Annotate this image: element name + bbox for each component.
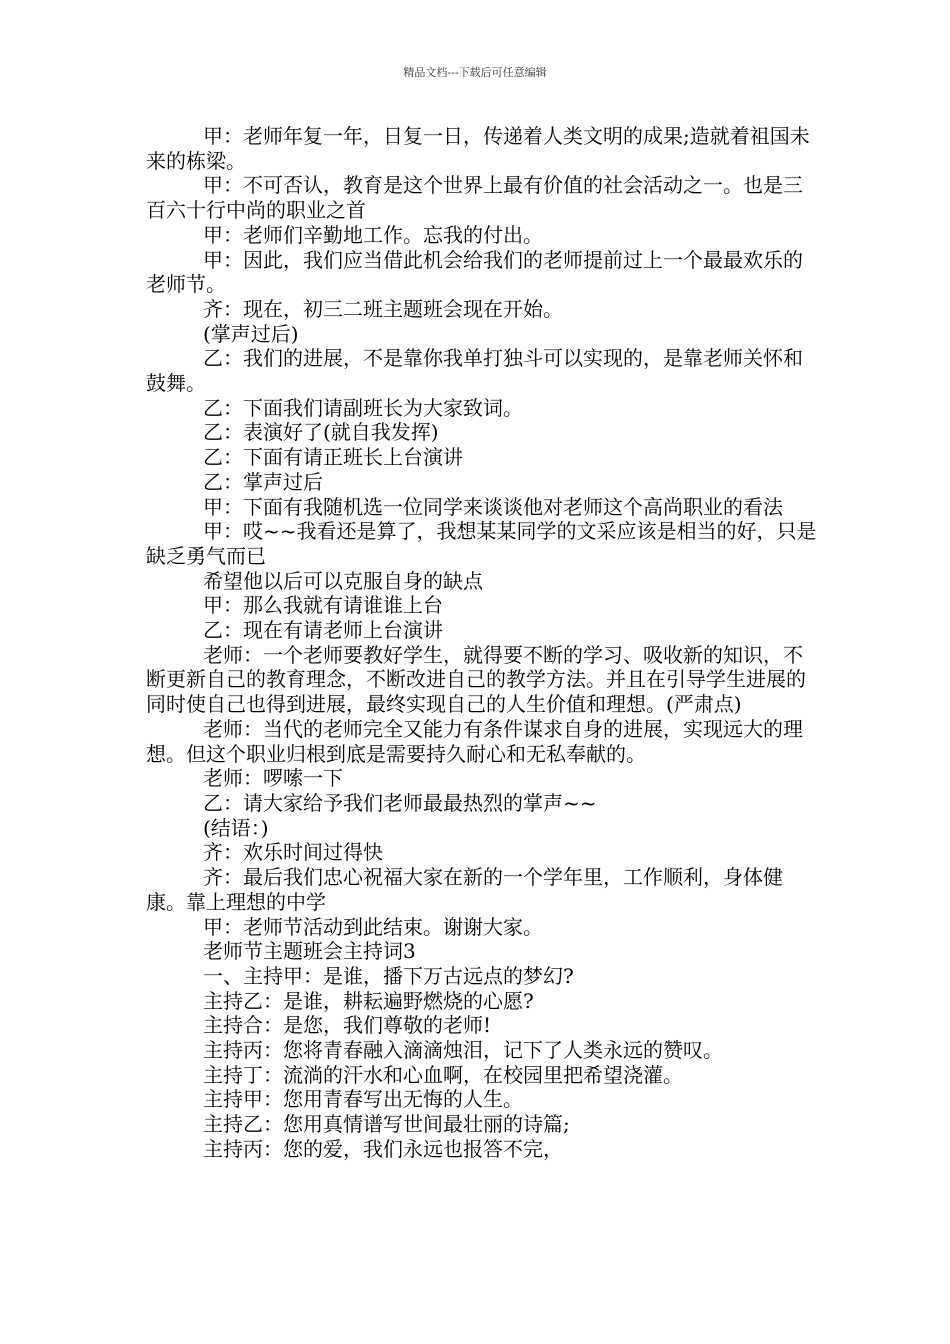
- paragraph: 老师：一个老师要教好学生，就得要不断的学习、吸收新的知识，不断更新自己的教育理念，不断改进自己的教学方法。并且在引导学生进展的同时使自己也得到进展，最终实现自己的人生价值和理想。(严肃点): [146, 642, 806, 717]
- paragraph: 乙：表演好了(就自我发挥): [203, 420, 439, 445]
- paragraph: 老师节主题班会主持词3: [203, 939, 416, 964]
- paragraph: 主持丙：您的爱，我们永远也报答不完，: [203, 1136, 563, 1161]
- paragraph: (结语：): [203, 815, 269, 840]
- paragraph: 乙：下面我们请副班长为大家致词。: [203, 395, 523, 420]
- paragraph: 齐：最后我们忠心祝福大家在新的一个学年里，工作顺利，身体健康。靠上理想的中学: [146, 865, 783, 914]
- paragraph: 甲：老师节活动到此结束。谢谢大家。: [203, 914, 543, 939]
- document-body: [146, 124, 822, 1162]
- paragraph: 甲：下面有我随机选一位同学来谈谈他对老师这个高尚职业的看法: [203, 494, 783, 519]
- page-header: 精品文档---下载后可任意编辑: [403, 66, 547, 79]
- paragraph: 主持乙：您用真情谱写世间最壮丽的诗篇;: [203, 1112, 570, 1137]
- paragraph: 一、主持甲：是谁，播下万古远点的梦幻?: [203, 963, 574, 988]
- paragraph: 甲：那么我就有请谁谁上台: [203, 593, 443, 618]
- paragraph: 希望他以后可以克服自身的缺点: [203, 568, 483, 593]
- paragraph: 齐：欢乐时间过得快: [203, 840, 383, 865]
- paragraph: 甲：因此，我们应当借此机会给我们的老师提前过上一个最最欢乐的老师节。: [146, 247, 803, 297]
- paragraph: 乙：掌声过后: [203, 469, 323, 494]
- paragraph: 主持丙：您将青春融入滴滴烛泪，记下了人类永远的赞叹。: [203, 1038, 723, 1063]
- paragraph: 乙：下面有请正班长上台演讲: [203, 445, 463, 470]
- paragraph: 主持乙：是谁，耕耘遍野燃烧的心愿?: [203, 988, 534, 1013]
- paragraph: (掌声过后): [203, 321, 299, 346]
- paragraph: 老师：啰嗦一下: [203, 766, 343, 791]
- paragraph: 乙：我们的进展，不是靠你我单打独斗可以实现的，是靠老师关怀和鼓舞。: [146, 346, 803, 396]
- paragraph: 乙：请大家给予我们老师最最热烈的掌声~~: [203, 790, 597, 815]
- paragraph: 主持甲：您用青春写出无悔的人生。: [203, 1087, 523, 1112]
- paragraph: 甲：老师年复一年，日复一日，传递着人类文明的成果;造就着祖国未来的栋梁。: [146, 124, 810, 173]
- paragraph: 老师：当代的老师完全又能力有条件谋求自身的进展，实现远大的理想。但这个职业归根到底是需要持久耐心和无私奉献的。: [146, 716, 803, 766]
- paragraph: 甲：哎~~我看还是算了，我想某某同学的文采应该是相当的好，只是缺乏勇气而已: [146, 519, 817, 568]
- paragraph: 齐：现在，初三二班主题班会现在开始。: [203, 296, 563, 321]
- paragraph: 主持合：是您，我们尊敬的老师!: [203, 1013, 492, 1038]
- paragraph: 甲：老师们辛勤地工作。忘我的付出。: [203, 222, 543, 247]
- paragraph: 乙：现在有请老师上台演讲: [203, 618, 443, 643]
- paragraph: 甲：不可否认，教育是这个世界上最有价值的社会活动之一。也是三百六十行中尚的职业之首: [146, 173, 803, 223]
- paragraph: 主持丁：流淌的汗水和心血啊，在校园里把希望浇灌。: [203, 1062, 683, 1087]
